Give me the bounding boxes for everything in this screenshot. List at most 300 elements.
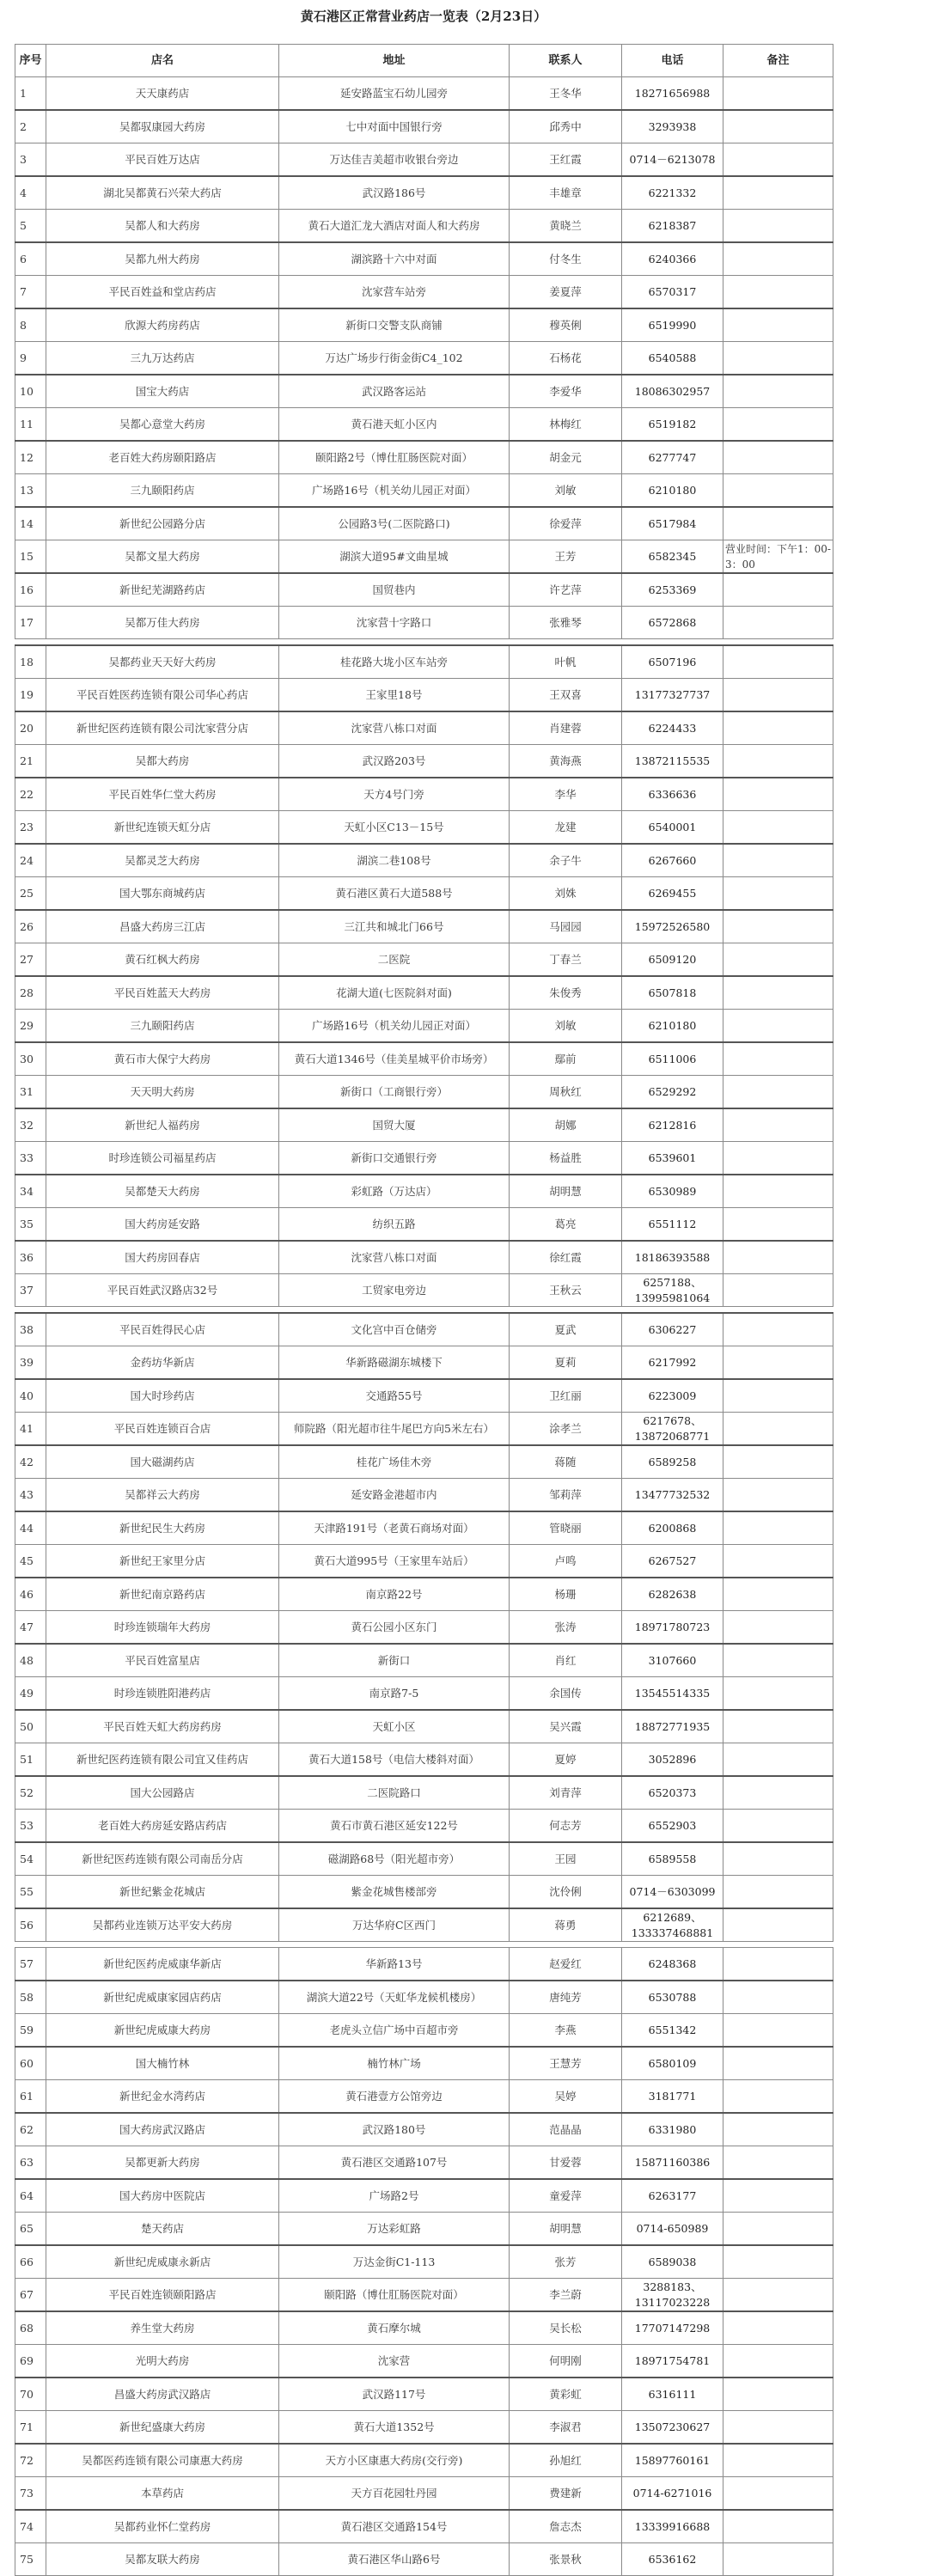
remark <box>723 1876 833 1909</box>
row-seq: 30 <box>15 1042 46 1076</box>
remark <box>723 573 833 607</box>
row-seq: 11 <box>15 408 46 442</box>
table-row <box>15 2014 833 2048</box>
store-name: 吴都祥云大药房 <box>46 1479 279 1512</box>
remark <box>723 2444 833 2477</box>
table-row <box>15 1810 833 1843</box>
store-name: 吴都大药房 <box>46 745 279 778</box>
table-row <box>15 2345 833 2378</box>
store-name: 老百姓大药房延安路店药店 <box>46 1810 279 1843</box>
row-seq: 35 <box>15 1208 46 1242</box>
store-address: 广场路2号 <box>279 2179 510 2213</box>
header-remark: 备注 <box>723 45 833 77</box>
contact-person: 徐爱萍 <box>510 507 622 540</box>
row-seq: 52 <box>15 1776 46 1810</box>
store-address: 国贸大厦 <box>279 1108 510 1142</box>
row-seq: 6 <box>15 242 46 276</box>
store-name: 时珍连锁公司福星药店 <box>46 1142 279 1175</box>
contact-person: 丰雄章 <box>510 176 622 210</box>
remark <box>723 877 833 911</box>
remark <box>723 308 833 342</box>
phone-number: 6218387 <box>622 210 723 243</box>
contact-person: 吴长松 <box>510 2311 622 2345</box>
store-address: 沈家营八栋口对面 <box>279 1241 510 1274</box>
remark <box>723 1208 833 1242</box>
store-name: 光明大药房 <box>46 2345 279 2378</box>
contact-person: 黄海燕 <box>510 745 622 778</box>
store-address: 黄石港区交通路107号 <box>279 2146 510 2180</box>
contact-person: 何志芳 <box>510 1810 622 1843</box>
remark <box>723 1379 833 1413</box>
store-name: 国大药房回春店 <box>46 1241 279 1274</box>
remark <box>723 276 833 309</box>
table-row <box>15 2080 833 2114</box>
phone-number: 18271656988 <box>622 77 723 111</box>
row-seq: 65 <box>15 2213 46 2246</box>
phone-number: 6519182 <box>622 408 723 442</box>
phone-number: 6539601 <box>622 1142 723 1175</box>
store-address: 武汉路客运站 <box>279 375 510 408</box>
store-name: 国大楠竹林 <box>46 2047 279 2080</box>
contact-person: 涂孝兰 <box>510 1413 622 1446</box>
contact-person: 周秋红 <box>510 1076 622 1109</box>
store-name: 养生堂大药房 <box>46 2311 279 2345</box>
row-seq: 74 <box>15 2510 46 2543</box>
store-address: 黄石摩尔城 <box>279 2311 510 2345</box>
row-seq: 7 <box>15 276 46 309</box>
contact-person: 余子牛 <box>510 844 622 877</box>
remark <box>723 2213 833 2246</box>
remark <box>723 1346 833 1380</box>
phone-number: 6520373 <box>622 1776 723 1810</box>
phone-number: 6224433 <box>622 711 723 745</box>
store-name: 新世纪虎威康家园店药店 <box>46 1981 279 2014</box>
store-address: 天方小区康惠大药房(交行旁) <box>279 2444 510 2477</box>
table-body <box>15 77 833 2576</box>
table-row <box>15 1644 833 1677</box>
remark <box>723 1274 833 1307</box>
store-name: 新世纪虎威康大药房 <box>46 2014 279 2048</box>
phone-number: 15897760161 <box>622 2444 723 2477</box>
store-name: 国大药房中医院店 <box>46 2179 279 2213</box>
store-name: 吴都万佳大药房 <box>46 607 279 639</box>
table-row <box>15 2047 833 2080</box>
store-address: 新街口（工商银行旁） <box>279 1076 510 1109</box>
contact-person: 李爱华 <box>510 375 622 408</box>
store-name: 平民百姓万达店 <box>46 143 279 177</box>
store-name: 新世纪金水湾药店 <box>46 2080 279 2114</box>
phone-number: 13545514335 <box>622 1677 723 1711</box>
row-seq: 49 <box>15 1677 46 1711</box>
phone-number: 6572868 <box>622 607 723 639</box>
store-address: 花湖大道(七医院斜对面) <box>279 976 510 1010</box>
row-seq: 37 <box>15 1274 46 1307</box>
store-name: 国大时珍药店 <box>46 1379 279 1413</box>
page-break-gap <box>15 639 833 646</box>
table-row <box>15 540 833 574</box>
store-name: 天天明大药房 <box>46 1076 279 1109</box>
table-row <box>15 2411 833 2445</box>
store-name: 吴都更新大药房 <box>46 2146 279 2180</box>
table-row <box>15 1142 833 1175</box>
phone-number: 6267660 <box>622 844 723 877</box>
remark <box>723 2543 833 2576</box>
table-row <box>15 1108 833 1142</box>
row-seq: 32 <box>15 1108 46 1142</box>
store-address: 黄石大道汇龙大酒店对面人和大药房 <box>279 210 510 243</box>
remark <box>723 1042 833 1076</box>
phone-number: 6210180 <box>622 1010 723 1043</box>
row-seq: 60 <box>15 2047 46 2080</box>
row-seq: 50 <box>15 1710 46 1743</box>
contact-person: 王芳 <box>510 540 622 574</box>
row-seq: 55 <box>15 1876 46 1909</box>
contact-person: 范晶晶 <box>510 2113 622 2146</box>
phone-number: 6267527 <box>622 1545 723 1578</box>
phone-number: 6589258 <box>622 1445 723 1479</box>
contact-person: 卢鸣 <box>510 1545 622 1578</box>
row-seq: 31 <box>15 1076 46 1109</box>
store-address: 万达华府C区西门 <box>279 1908 510 1942</box>
table-row <box>15 210 833 243</box>
row-seq: 24 <box>15 844 46 877</box>
remark <box>723 507 833 540</box>
row-seq: 16 <box>15 573 46 607</box>
contact-person: 穆英俐 <box>510 308 622 342</box>
contact-person: 孙旭红 <box>510 2444 622 2477</box>
row-seq: 33 <box>15 1142 46 1175</box>
contact-person: 余国传 <box>510 1677 622 1711</box>
table-row <box>15 1379 833 1413</box>
pharmacy-table <box>15 44 833 2576</box>
store-name: 平民百姓益和堂店药店 <box>46 276 279 309</box>
contact-person: 何明刚 <box>510 2345 622 2378</box>
phone-number: 6589558 <box>622 1842 723 1876</box>
phone-number: 6509120 <box>622 943 723 977</box>
store-address: 湖滨大道95#文曲星城 <box>279 540 510 574</box>
row-seq: 14 <box>15 507 46 540</box>
contact-person: 甘爱蓉 <box>510 2146 622 2180</box>
remark <box>723 1842 833 1876</box>
table-row <box>15 308 833 342</box>
row-seq: 62 <box>15 2113 46 2146</box>
phone-number: 6263177 <box>622 2179 723 2213</box>
phone-number: 6552903 <box>622 1810 723 1843</box>
store-name: 新世纪医药连锁有限公司宜又佳药店 <box>46 1743 279 1777</box>
table-row <box>15 2477 833 2511</box>
store-address: 湖滨路十六中对面 <box>279 242 510 276</box>
contact-person: 王慧芳 <box>510 2047 622 2080</box>
remark <box>723 2411 833 2445</box>
remark <box>723 2345 833 2378</box>
store-address: 天虹小区C13－15号 <box>279 811 510 845</box>
store-name: 吴都药业怀仁堂药房 <box>46 2510 279 2543</box>
store-name: 平民百姓富星店 <box>46 1644 279 1677</box>
remark <box>723 1445 833 1479</box>
table-row <box>15 1042 833 1076</box>
store-address: 磁湖路68号（阳光超市旁） <box>279 1842 510 1876</box>
remark <box>723 210 833 243</box>
remark <box>723 1743 833 1777</box>
store-address: 公园路3号(二医院路口) <box>279 507 510 540</box>
row-seq: 43 <box>15 1479 46 1512</box>
table-row <box>15 242 833 276</box>
phone-number: 6316111 <box>622 2378 723 2411</box>
table-row <box>15 607 833 639</box>
remark <box>723 242 833 276</box>
store-address: 武汉路117号 <box>279 2378 510 2411</box>
store-name: 楚天药店 <box>46 2213 279 2246</box>
table-row <box>15 408 833 442</box>
contact-person: 胡娜 <box>510 1108 622 1142</box>
table-row <box>15 745 833 778</box>
remark <box>723 910 833 943</box>
phone-number: 6331980 <box>622 2113 723 2146</box>
store-address: 武汉路180号 <box>279 2113 510 2146</box>
store-name: 平民百姓连锁百合店 <box>46 1413 279 1446</box>
table-row <box>15 1776 833 1810</box>
row-seq: 64 <box>15 2179 46 2213</box>
table-row <box>15 844 833 877</box>
store-address: 广场路16号（机关幼儿园正对面） <box>279 474 510 508</box>
row-seq: 73 <box>15 2477 46 2511</box>
store-address: 黄石港区黄石大道588号 <box>279 877 510 911</box>
phone-number: 18971754781 <box>622 2345 723 2378</box>
contact-person: 卫红丽 <box>510 1379 622 1413</box>
store-name: 欣源大药房药店 <box>46 308 279 342</box>
store-name: 吴都文星大药房 <box>46 540 279 574</box>
contact-person: 杨益胜 <box>510 1142 622 1175</box>
remark <box>723 1611 833 1645</box>
store-address: 新街口 <box>279 1644 510 1677</box>
phone-number: 6269455 <box>622 877 723 911</box>
store-name: 平民百姓天虹大药房药房 <box>46 1710 279 1743</box>
table-row <box>15 711 833 745</box>
row-seq: 25 <box>15 877 46 911</box>
store-address: 万达佳吉美超市收银台旁边 <box>279 143 510 177</box>
store-address: 二医院路口 <box>279 1776 510 1810</box>
store-address: 黄石港壹方公馆旁边 <box>279 2080 510 2114</box>
row-seq: 18 <box>15 645 46 679</box>
contact-person: 王双喜 <box>510 679 622 712</box>
phone-number: 6519990 <box>622 308 723 342</box>
phone-number: 6282638 <box>622 1578 723 1611</box>
store-address: 工贸家电旁边 <box>279 1274 510 1307</box>
header-store-name: 店名 <box>46 45 279 77</box>
table-row <box>15 276 833 309</box>
table-row <box>15 2179 833 2213</box>
remark <box>723 441 833 474</box>
row-seq: 12 <box>15 441 46 474</box>
contact-person: 肖建蓉 <box>510 711 622 745</box>
store-address: 黄石大道1346号（佳美星城平价市场旁） <box>279 1042 510 1076</box>
table-row <box>15 1710 833 1743</box>
store-address: 南京路22号 <box>279 1578 510 1611</box>
store-name: 平民百姓蓝天大药房 <box>46 976 279 1010</box>
table-row <box>15 1241 833 1274</box>
phone-number: 18186393588 <box>622 1241 723 1274</box>
store-name: 湖北吴都黄石兴荣大药店 <box>46 176 279 210</box>
store-name: 国大磁湖药店 <box>46 1445 279 1479</box>
contact-person: 刘敏 <box>510 474 622 508</box>
contact-person: 王冬华 <box>510 77 622 111</box>
row-seq: 70 <box>15 2378 46 2411</box>
table-row <box>15 1948 833 1981</box>
table-row <box>15 2113 833 2146</box>
store-name: 国大药房延安路 <box>46 1208 279 1242</box>
contact-person: 胡金元 <box>510 441 622 474</box>
contact-person: 张涛 <box>510 1611 622 1645</box>
remark <box>723 645 833 679</box>
store-address: 广场路16号（机关幼儿园正对面） <box>279 1010 510 1043</box>
remark <box>723 110 833 143</box>
row-seq: 45 <box>15 1545 46 1578</box>
store-name: 三九万达药店 <box>46 342 279 375</box>
phone-number: 6306227 <box>622 1313 723 1346</box>
phone-number: 6536162 <box>622 2543 723 2576</box>
phone-number: 6551342 <box>622 2014 723 2048</box>
table-row <box>15 645 833 679</box>
table-row <box>15 2213 833 2246</box>
page-break-spacer <box>15 1942 833 1948</box>
store-address: 黄石港天虹小区内 <box>279 408 510 442</box>
table-row <box>15 1511 833 1545</box>
table-row <box>15 910 833 943</box>
phone-number: 6582345 <box>622 540 723 574</box>
store-address: 华新路13号 <box>279 1948 510 1981</box>
store-address: 沈家营八栋口对面 <box>279 711 510 745</box>
store-name: 三九颐阳药店 <box>46 1010 279 1043</box>
contact-person: 赵爱红 <box>510 1948 622 1981</box>
store-address: 万达广场步行街金街C4_102 <box>279 342 510 375</box>
phone-number: 13507230627 <box>622 2411 723 2445</box>
phone-number: 13339916688 <box>622 2510 723 2543</box>
row-seq: 42 <box>15 1445 46 1479</box>
row-seq: 40 <box>15 1379 46 1413</box>
store-name: 新世纪人福药房 <box>46 1108 279 1142</box>
table-row <box>15 1479 833 1512</box>
phone-number: 6217678、13872068771 <box>622 1413 723 1446</box>
store-name: 天天康药店 <box>46 77 279 111</box>
contact-person: 吴婷 <box>510 2080 622 2114</box>
row-seq: 38 <box>15 1313 46 1346</box>
contact-person: 李华 <box>510 778 622 811</box>
table-row <box>15 474 833 508</box>
remark <box>723 375 833 408</box>
table-row <box>15 1611 833 1645</box>
table-row <box>15 1274 833 1307</box>
phone-number: 0714-650989 <box>622 2213 723 2246</box>
table-row <box>15 1445 833 1479</box>
header-seq: 序号 <box>15 45 46 77</box>
remark <box>723 1175 833 1208</box>
phone-number: 3293938 <box>622 110 723 143</box>
store-name: 新世纪医药虎威康华新店 <box>46 1948 279 1981</box>
store-name: 吴都药业连锁万达平安大药房 <box>46 1908 279 1942</box>
contact-person: 黄彩虹 <box>510 2378 622 2411</box>
contact-person: 吴兴霞 <box>510 1710 622 1743</box>
row-seq: 21 <box>15 745 46 778</box>
contact-person: 邱秀中 <box>510 110 622 143</box>
table-row <box>15 441 833 474</box>
table-row <box>15 1076 833 1109</box>
table-row <box>15 2279 833 2312</box>
store-name: 新世纪虎威康永新店 <box>46 2245 279 2279</box>
contact-person: 费建新 <box>510 2477 622 2511</box>
remark <box>723 1948 833 1981</box>
remark <box>723 1776 833 1810</box>
remark <box>723 711 833 745</box>
phone-number: 6530989 <box>622 1175 723 1208</box>
phone-number: 6589038 <box>622 2245 723 2279</box>
remark <box>723 1076 833 1109</box>
table-row <box>15 1208 833 1242</box>
table-row <box>15 1010 833 1043</box>
store-address: 王家里18号 <box>279 679 510 712</box>
phone-number: 6248368 <box>622 1948 723 1981</box>
row-seq: 39 <box>15 1346 46 1380</box>
store-name: 吴都医药连锁有限公司康惠大药房 <box>46 2444 279 2477</box>
store-name: 新世纪民生大药房 <box>46 1511 279 1545</box>
row-seq: 67 <box>15 2279 46 2312</box>
phone-number: 6570317 <box>622 276 723 309</box>
table-row <box>15 2444 833 2477</box>
store-name: 新世纪南京路药店 <box>46 1578 279 1611</box>
remark <box>723 1981 833 2014</box>
contact-person: 朱俊秀 <box>510 976 622 1010</box>
phone-number: 3107660 <box>622 1644 723 1677</box>
row-seq: 75 <box>15 2543 46 2576</box>
row-seq: 72 <box>15 2444 46 2477</box>
remark <box>723 2311 833 2345</box>
table-row <box>15 1545 833 1578</box>
row-seq: 27 <box>15 943 46 977</box>
phone-number: 6200868 <box>622 1511 723 1545</box>
row-seq: 63 <box>15 2146 46 2180</box>
table-row <box>15 2378 833 2411</box>
contact-person: 蒋随 <box>510 1445 622 1479</box>
contact-person: 沈伶俐 <box>510 1876 622 1909</box>
contact-person: 李兰蔚 <box>510 2279 622 2312</box>
row-seq: 10 <box>15 375 46 408</box>
store-name: 新世纪盛康大药房 <box>46 2411 279 2445</box>
table-row <box>15 342 833 375</box>
remark <box>723 943 833 977</box>
store-address: 沈家营十字路口 <box>279 607 510 639</box>
contact-person: 鄢前 <box>510 1042 622 1076</box>
phone-number: 6212816 <box>622 1108 723 1142</box>
table-row <box>15 2510 833 2543</box>
store-address: 华新路磁湖东城楼下 <box>279 1346 510 1380</box>
store-address: 天方百花园牡丹园 <box>279 2477 510 2511</box>
header-phone: 电话 <box>622 45 723 77</box>
table-row <box>15 1743 833 1777</box>
phone-number: 6540588 <box>622 342 723 375</box>
remark <box>723 1313 833 1346</box>
page-break-spacer <box>15 1307 833 1314</box>
table-row <box>15 77 833 111</box>
store-name: 新世纪公园路分店 <box>46 507 279 540</box>
remark <box>723 1413 833 1446</box>
phone-number: 6240366 <box>622 242 723 276</box>
store-name: 新世纪医药连锁有限公司沈家营分店 <box>46 711 279 745</box>
store-name: 平民百姓华仁堂大药房 <box>46 778 279 811</box>
row-seq: 58 <box>15 1981 46 2014</box>
phone-number: 13872115535 <box>622 745 723 778</box>
row-seq: 71 <box>15 2411 46 2445</box>
store-name: 时珍连锁胜阳港药店 <box>46 1677 279 1711</box>
store-address: 黄石市黄石港区延安122号 <box>279 1810 510 1843</box>
